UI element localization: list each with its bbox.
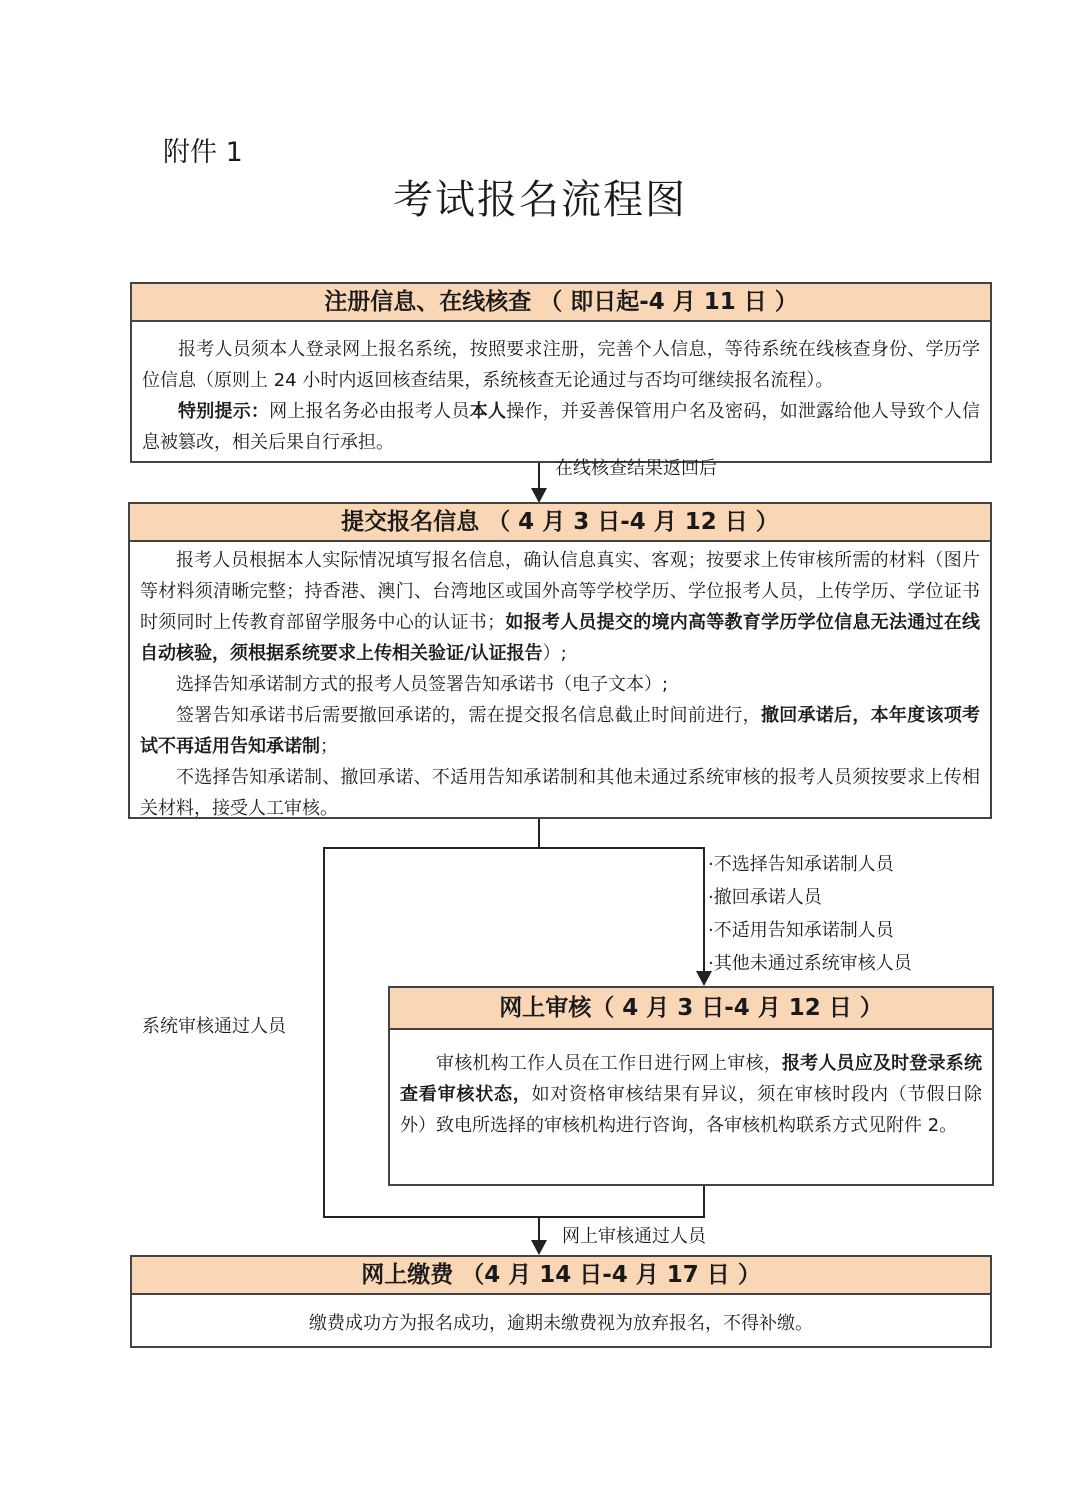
step3-box (388, 986, 994, 1186)
edge3-label: 网上审核通过人员 (562, 1226, 706, 1247)
step1-body (132, 322, 990, 468)
branch-label-1: ·不选择告知承诺制人员 (708, 854, 894, 875)
step1-paragraph-2: 特别提示：网上报名务必由报考人员本人操作，并妥善保管用户名及密码，如泄露给他人导致个人信息被篡改，相关后果自行承担。 (142, 401, 981, 453)
step3-body (390, 1030, 992, 1151)
step4-body (132, 1295, 990, 1349)
merge-line (323, 1216, 705, 1218)
bypass-label: 系统审核通过人员 (142, 1016, 286, 1037)
step2-header: 提交报名信息 （ 4 月 3 日-4 月 12 日 ） (130, 504, 990, 542)
branch-label-2: ·撤回承诺人员 (708, 887, 822, 908)
step1-paragraph-1: 报考人员须本人登录网上报名系统，按照要求注册，完善个人信息，等待系统在线核查身份、学历学位信息（原则上 24 小时内返回核查结果，系统核查无论通过与否均可继续报名流程）。 (142, 339, 980, 391)
edge1-line (538, 463, 540, 490)
attachment-label: 附件 1 (163, 137, 243, 168)
step2-out-line (538, 819, 540, 849)
review-branch-line (703, 847, 705, 972)
step2-paragraph-1: 报考人员根据本人实际情况填写报名信息，确认信息真实、客观；按要求上传审核所需的材料（图片等材料须清晰完整；持香港、澳门、台湾地区或国外高等学校学历、学位报考人员，上传学历、学位证书时须同时上传教育部留学服务中心的认证书；如报考人员提交的境内高等教育学历学位信息无法通过在线自动核验，须根据系统要求上传相关验证/认证报告）; (140, 550, 981, 664)
branch-label-4: ·其他未通过系统审核人员 (708, 953, 912, 974)
step3-header: 网上审核（ 4 月 3 日-4 月 12 日 ） (390, 988, 992, 1030)
step1-header: 注册信息、在线核查 （ 即日起-4 月 11 日 ） (132, 284, 990, 322)
edge3-line (538, 1216, 540, 1241)
step2-paragraph-2: 选择告知承诺制方式的报考人员签署告知承诺书（电子文本）; (176, 674, 669, 695)
step4-header: 网上缴费 （4 月 14 日-4 月 17 日 ） (132, 1257, 990, 1295)
step2-box (128, 502, 992, 819)
branch-label-3: ·不适用告知承诺制人员 (708, 920, 894, 941)
step3-paragraph-1: 审核机构工作人员在工作日进行网上审核，报考人员应及时登录系统查看审核状态，如对资格审核结果有异议，须在审核时段内（节假日除外）致电所选择的审核机构进行咨询，各审核机构联系方式见附件 2。 (400, 1053, 983, 1136)
step1-box (130, 282, 992, 463)
edge1-label: 在线核查结果返回后 (555, 458, 717, 479)
step2-paragraph-4: 不选择告知承诺制、撤回承诺、不适用告知承诺制和其他未通过系统审核的报考人员须按要求上传相关材料，接受人工审核。 (140, 767, 980, 819)
step4-box (130, 1255, 992, 1348)
step2-body (130, 542, 990, 834)
edge1-arrowhead (531, 488, 547, 503)
step3-out-line (703, 1186, 705, 1218)
step2-paragraph-3: 签署告知承诺书后需要撤回承诺的，需在提交报名信息截止时间前进行，撤回承诺后，本年度该项考试不再适用告知承诺制； (140, 705, 981, 757)
split-line (323, 847, 705, 849)
edge3-arrowhead (531, 1240, 547, 1255)
bypass-line (323, 847, 325, 1218)
page-title: 考试报名流程图 (393, 177, 687, 223)
step4-paragraph-1: 缴费成功方为报名成功，逾期未缴费视为放弃报名，不得补缴。 (309, 1313, 813, 1334)
